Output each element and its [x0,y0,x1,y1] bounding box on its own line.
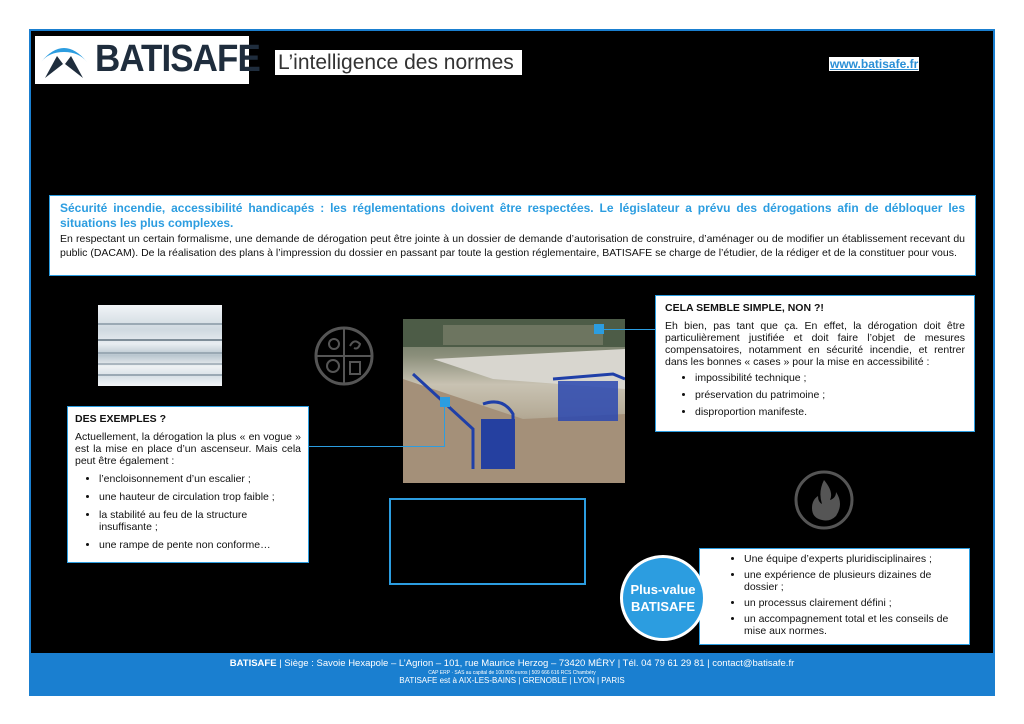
footer-legal: CAP ERP · SAS au capital de 100 000 euros | 509 666 616 RCS Chambéry [428,670,596,676]
website-link[interactable]: www.batisafe.fr [830,57,919,71]
footer-line1 [29,658,995,670]
intro-box [49,195,976,276]
connector-line [600,329,655,330]
footer-contact: | Siège : Savoie Hexapole – L’Agrion – 101, rue Maurice Herzog – 73420 MÉRY | Tél. 04 79 61 29 81 | contact@batisafe.fr [276,658,795,669]
intro-headline: Sécurité incendie, accessibilité handicapés : les réglementations doivent être respectées. Le législateur a prévu des dérogations afin de débloquer les situations les plus complexes. [60,201,965,230]
simple-box [655,295,975,432]
list-item: • une expérience de plusieurs dizaines de dossier ; [744,569,961,593]
plus-value-line1: Plus-value [630,582,696,597]
list-item: • une hauteur de circulation trop faible ; [99,491,301,503]
footer-brand: BATISAFE [229,658,277,669]
documents-photo [98,305,222,386]
connector-marker [594,324,604,334]
examples-text: Actuellement, la dérogation la plus « en vogue » est la mise en place d’un ascenseur. Mais cela peut être également : [75,431,301,467]
examples-box [67,406,309,563]
list-item: • un accompagnement total et les conseils de mise aux normes. [744,613,961,637]
plus-value-box [699,548,970,645]
list-item: • disproportion manifeste. [695,406,965,418]
list-item: • la stabilité au feu de la structure insuffisante ; [99,509,301,533]
plus-value-badge [620,555,706,641]
tagline: L’intelligence des normes [275,50,522,75]
list-item: • impossibilité technique ; [695,372,965,384]
intro-body: En respectant un certain formalisme, une demande de dérogation peut être jointe à un dossier de demande d’autorisation de construire, d’aménager ou de modifier un établissement recevant du public (DACAM). De la réalisation des plans à l’impression du dossier en passant par toute la gestion réglementaire, BATISAFE se charge de l’étudier, de la rédiger et de la constituer pour vous. [60,233,965,259]
list-item: • préservation du patrimoine ; [695,389,965,401]
connector-line [309,446,445,447]
connector-line [444,402,445,446]
footer [29,653,995,696]
list-item: • une rampe de pente non conforme… [99,539,301,551]
ramp-photo [403,319,625,483]
logo-mark-icon [39,40,89,80]
plus-value-line2: BATISAFE [630,599,696,614]
examples-list [75,473,301,551]
list-item: • Une équipe d’experts pluridisciplinaires ; [744,553,961,565]
fire-icon [794,470,854,530]
empty-frame [389,498,586,585]
logo-text: BATISAFE [95,38,260,80]
plus-value-list [720,553,961,637]
examples-title: DES EXEMPLES ? [75,413,167,425]
simple-text: Eh bien, pas tant que ça. En effet, la dérogation doit être particulièrement justifiée et doit faire l’objet de mesures compensatoires, notamment en sécurité incendie, et rentrer dans les bonnes « cases » pour la mise en accessibilité : [665,320,965,368]
logo[interactable] [35,36,260,84]
simple-list [665,372,965,418]
accessibility-icon [314,326,374,386]
connector-marker [440,397,450,407]
list-item: • un processus clairement défini ; [744,597,961,609]
simple-title: CELA SEMBLE SIMPLE, NON ?! [665,302,824,314]
list-item: • l’encloisonnement d’un escalier ; [99,473,301,485]
footer-locations: BATISAFE est à AIX-LES-BAINS | GRENOBLE | LYON | PARIS [399,676,625,685]
